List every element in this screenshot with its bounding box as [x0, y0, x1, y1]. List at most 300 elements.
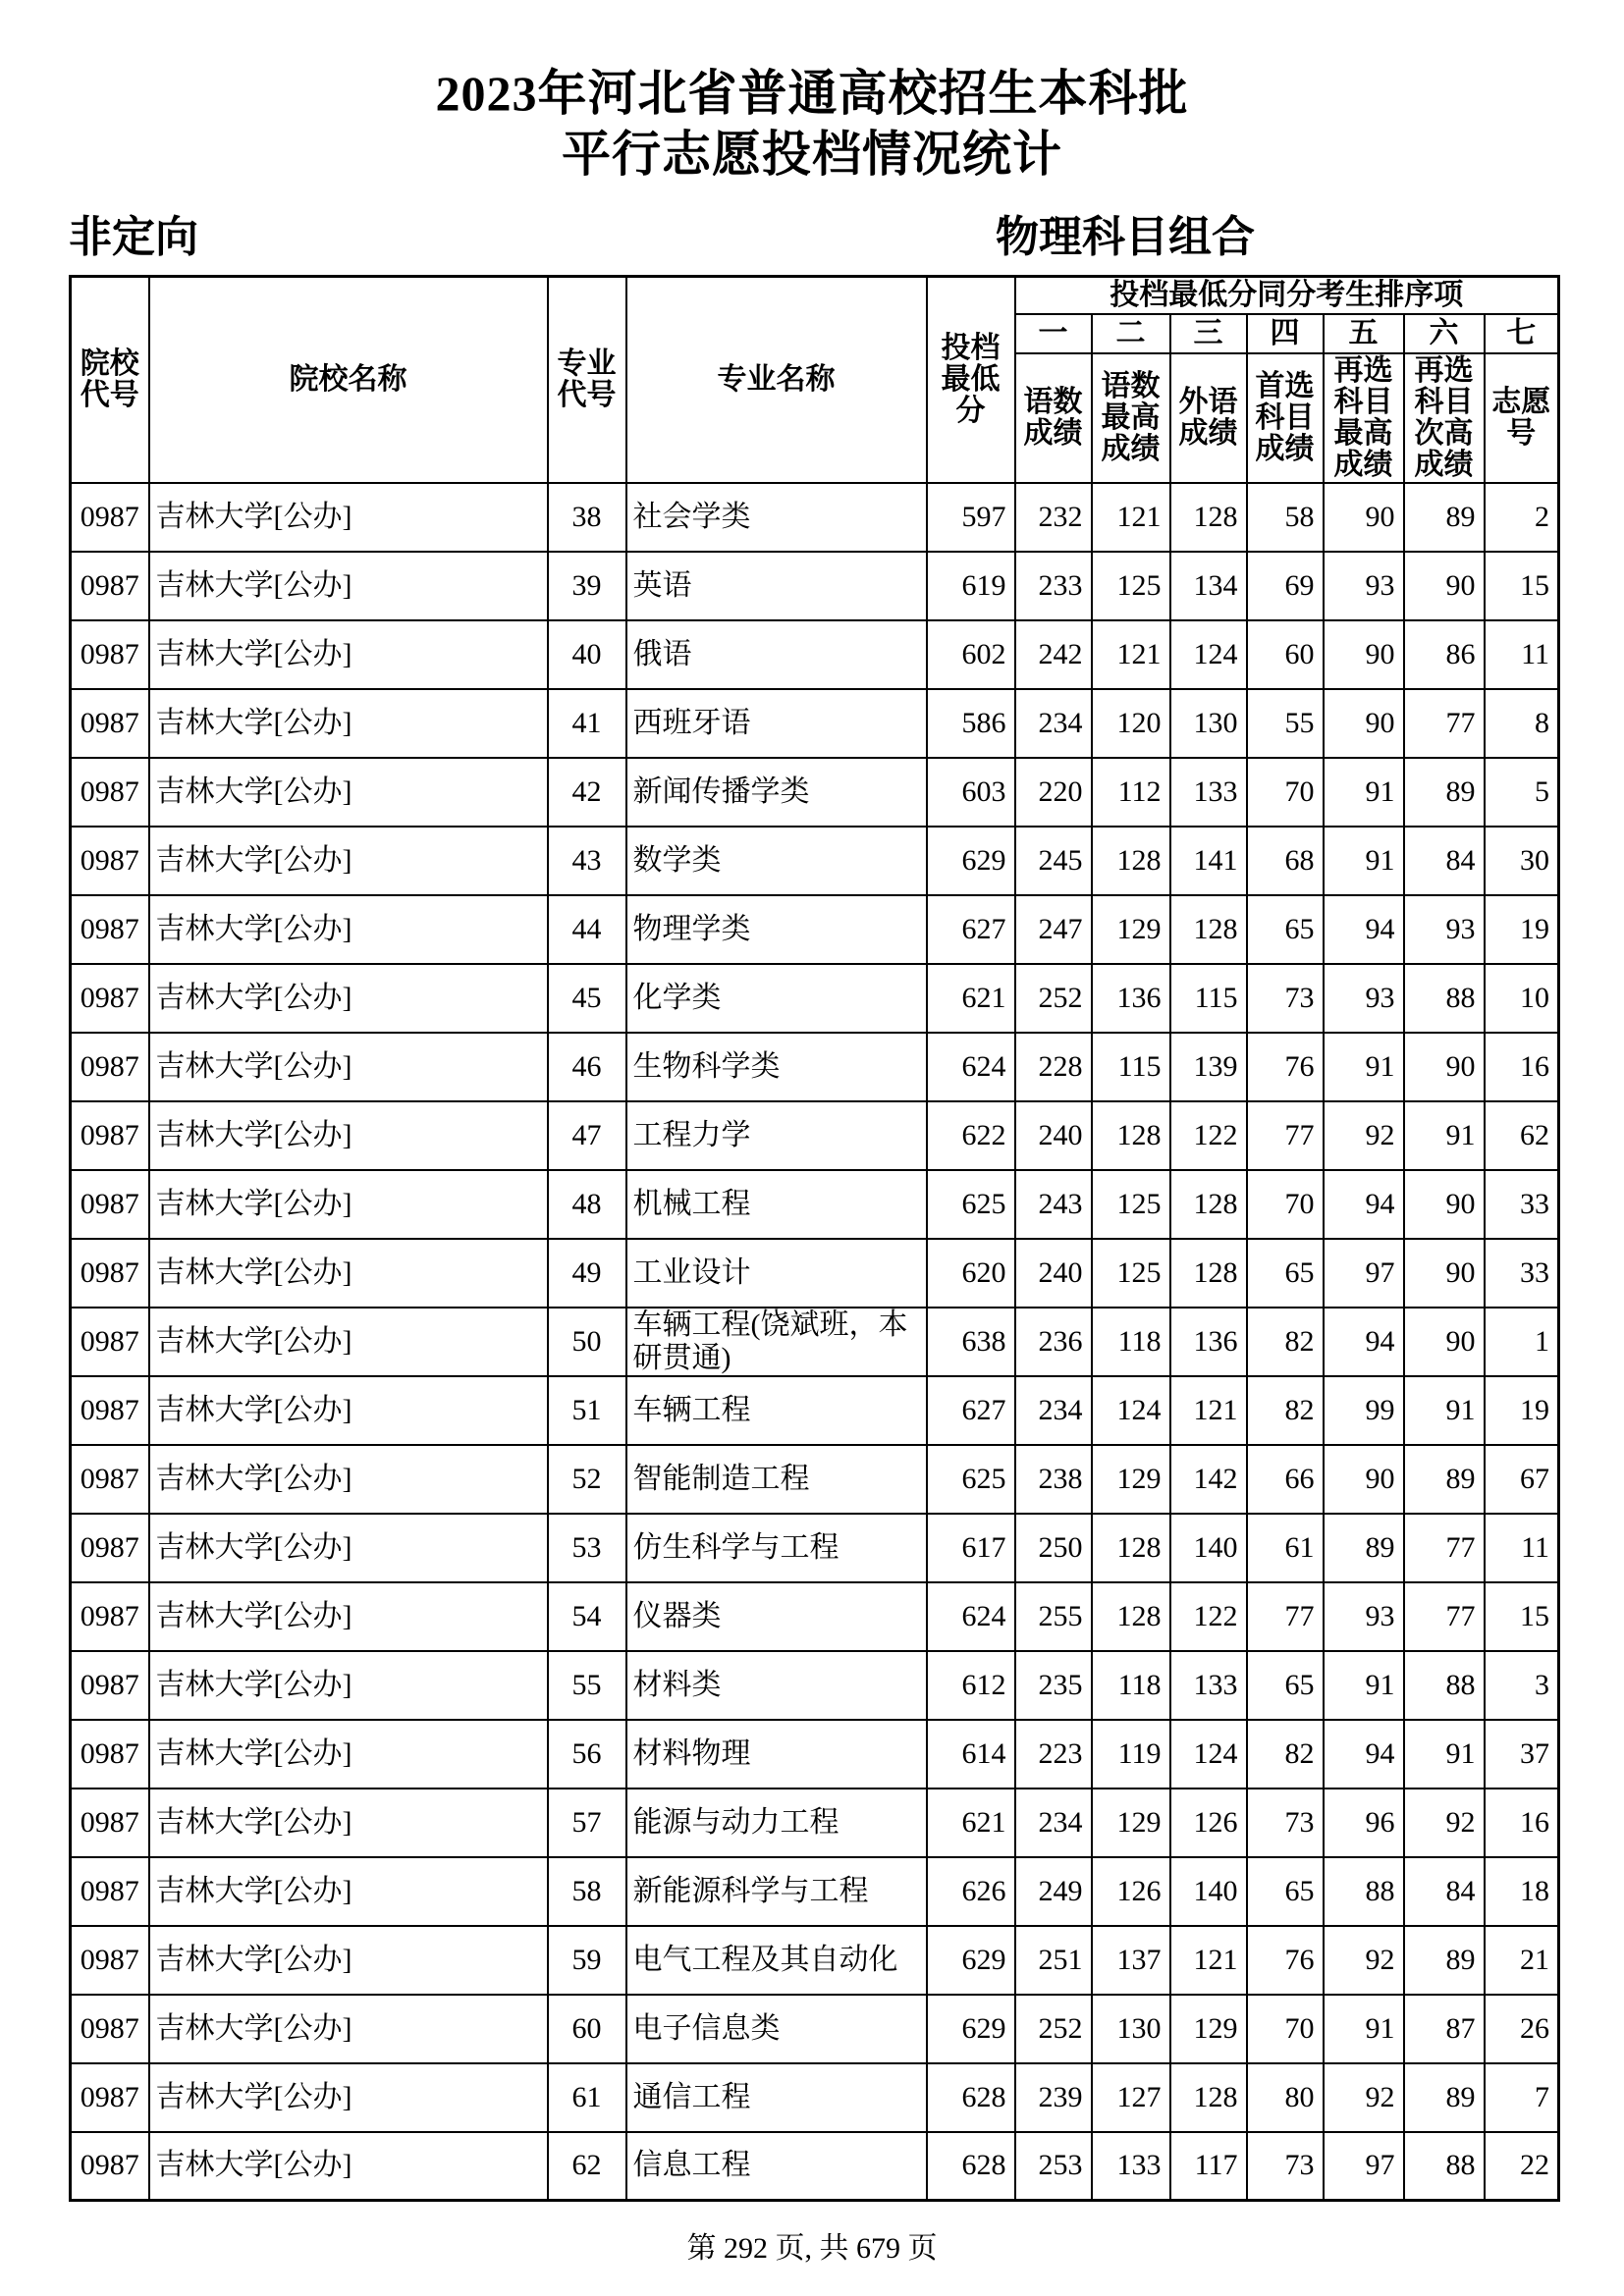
tiebreak-5-cell: 91 — [1324, 1995, 1404, 2063]
tiebreak-1-cell: 240 — [1015, 1101, 1092, 1170]
tiebreak-5-cell: 94 — [1324, 1720, 1404, 1789]
tiebreak-2-cell: 129 — [1092, 1789, 1170, 1857]
min-score-cell: 625 — [927, 1170, 1015, 1239]
min-score-cell: 629 — [927, 1995, 1015, 2063]
tiebreak-2-cell: 125 — [1092, 1239, 1170, 1308]
college-code-cell: 0987 — [71, 1101, 149, 1170]
tiebreak-2-cell: 118 — [1092, 1308, 1170, 1376]
table-row — [71, 1308, 1559, 1376]
major-name-cell: 化学类 — [626, 964, 927, 1033]
tiebreak-4-cell: 65 — [1247, 1651, 1324, 1720]
tiebreak-4-cell: 76 — [1247, 1033, 1324, 1101]
tiebreak-5-cell: 90 — [1324, 483, 1404, 552]
major-code-cell: 52 — [548, 1445, 626, 1514]
major-code-cell: 58 — [548, 1857, 626, 1926]
tiebreak-6-cell: 90 — [1404, 552, 1485, 620]
tiebreak-5-cell: 93 — [1324, 1582, 1404, 1651]
tiebreak-1-cell: 242 — [1015, 620, 1092, 689]
tiebreak-3-cell: 142 — [1170, 1445, 1247, 1514]
tiebreak-1-cell: 249 — [1015, 1857, 1092, 1926]
tiebreak-7-cell: 21 — [1485, 1926, 1559, 1995]
college-name-cell: 吉林大学[公办] — [149, 1308, 548, 1376]
tiebreak-7-cell: 33 — [1485, 1239, 1559, 1308]
tiebreak-5-cell: 94 — [1324, 1170, 1404, 1239]
tiebreak-1-cell: 253 — [1015, 2132, 1092, 2201]
college-code-cell: 0987 — [71, 552, 149, 620]
tiebreak-3-cell: 121 — [1170, 1376, 1247, 1445]
subheader-row — [69, 210, 1557, 265]
major-code-cell: 45 — [548, 964, 626, 1033]
tiebreak-2-cell: 133 — [1092, 2132, 1170, 2201]
tiebreak-1-cell: 252 — [1015, 1995, 1092, 2063]
tiebreak-2-cell: 115 — [1092, 1033, 1170, 1101]
tiebreak-6-cell: 90 — [1404, 1033, 1485, 1101]
tiebreak-1-cell: 220 — [1015, 758, 1092, 827]
tiebreak-4-cell: 61 — [1247, 1514, 1324, 1582]
major-name-cell: 社会学类 — [626, 483, 927, 552]
tiebreak-6-cell: 89 — [1404, 1926, 1485, 1995]
tiebreak-7-cell: 22 — [1485, 2132, 1559, 2201]
tiebreak-2-cell: 121 — [1092, 483, 1170, 552]
tiebreak-6-cell: 84 — [1404, 1857, 1485, 1926]
tiebreak-7-cell: 1 — [1485, 1308, 1559, 1376]
tiebreak-1-cell: 234 — [1015, 1789, 1092, 1857]
tiebreak-1-cell: 232 — [1015, 483, 1092, 552]
college-name-cell: 吉林大学[公办] — [149, 2063, 548, 2132]
min-score-cell: 603 — [927, 758, 1015, 827]
tiebreak-6-cell: 92 — [1404, 1789, 1485, 1857]
tiebreak-5-cell: 96 — [1324, 1789, 1404, 1857]
tiebreak-5-cell: 94 — [1324, 1308, 1404, 1376]
tiebreak-label-1-header: 语数成绩 — [1015, 353, 1092, 483]
college-name-cell: 吉林大学[公办] — [149, 964, 548, 1033]
min-score-header: 投档最低分 — [927, 277, 1015, 483]
tiebreak-7-cell: 62 — [1485, 1101, 1559, 1170]
tiebreak-1-cell: 252 — [1015, 964, 1092, 1033]
document-title-line2: 平行志愿投档情况统计 — [562, 127, 1062, 182]
college-name-cell: 吉林大学[公办] — [149, 1514, 548, 1582]
major-name-cell: 数学类 — [626, 827, 927, 895]
tiebreak-2-cell: 118 — [1092, 1651, 1170, 1720]
college-name-cell: 吉林大学[公办] — [149, 620, 548, 689]
subject-group-label: 物理科目组合 — [996, 213, 1255, 261]
min-score-cell: 628 — [927, 2132, 1015, 2201]
major-name-cell: 车辆工程 — [626, 1376, 927, 1445]
college-code-cell: 0987 — [71, 483, 149, 552]
tiebreak-label-5-header: 再选科目最高成绩 — [1324, 353, 1404, 483]
tiebreak-7-cell: 5 — [1485, 758, 1559, 827]
tiebreak-4-cell: 58 — [1247, 483, 1324, 552]
tiebreak-7-cell: 16 — [1485, 1789, 1559, 1857]
tiebreak-1-cell: 255 — [1015, 1582, 1092, 1651]
college-code-header: 院校代号 — [71, 277, 149, 483]
table-row — [71, 620, 1559, 689]
table-row — [71, 483, 1559, 552]
tiebreak-4-cell: 69 — [1247, 552, 1324, 620]
table-row — [71, 1995, 1559, 2063]
tiebreak-3-cell: 128 — [1170, 1170, 1247, 1239]
tiebreak-4-cell: 82 — [1247, 1376, 1324, 1445]
college-name-cell: 吉林大学[公办] — [149, 1170, 548, 1239]
tiebreak-2-cell: 129 — [1092, 895, 1170, 964]
table-row — [71, 1170, 1559, 1239]
tiebreak-6-cell: 89 — [1404, 1445, 1485, 1514]
min-score-cell: 628 — [927, 2063, 1015, 2132]
tiebreak-2-cell: 125 — [1092, 552, 1170, 620]
tiebreak-label-7-header: 志愿号 — [1485, 353, 1559, 483]
tiebreak-1-cell: 240 — [1015, 1239, 1092, 1308]
major-code-cell: 40 — [548, 620, 626, 689]
tiebreak-4-cell: 70 — [1247, 1995, 1324, 2063]
major-code-cell: 49 — [548, 1239, 626, 1308]
college-name-cell: 吉林大学[公办] — [149, 1376, 548, 1445]
tiebreak-7-cell: 11 — [1485, 1514, 1559, 1582]
tiebreak-5-cell: 97 — [1324, 1239, 1404, 1308]
table-row — [71, 1720, 1559, 1789]
tiebreak-1-cell: 251 — [1015, 1926, 1092, 1995]
major-code-cell: 46 — [548, 1033, 626, 1101]
table-row — [71, 1376, 1559, 1445]
tiebreak-6-cell: 91 — [1404, 1720, 1485, 1789]
college-code-cell: 0987 — [71, 895, 149, 964]
tiebreak-7-cell: 19 — [1485, 895, 1559, 964]
college-code-cell: 0987 — [71, 1720, 149, 1789]
table-header — [71, 277, 1559, 483]
tiebreak-5-cell: 90 — [1324, 1445, 1404, 1514]
tiebreak-3-cell: 133 — [1170, 1651, 1247, 1720]
major-code-cell: 55 — [548, 1651, 626, 1720]
tiebreak-7-cell: 26 — [1485, 1995, 1559, 2063]
min-score-cell: 625 — [927, 1445, 1015, 1514]
college-name-cell: 吉林大学[公办] — [149, 1033, 548, 1101]
min-score-cell: 602 — [927, 620, 1015, 689]
tiebreak-5-cell: 93 — [1324, 964, 1404, 1033]
tiebreak-7-cell: 19 — [1485, 1376, 1559, 1445]
min-score-cell: 597 — [927, 483, 1015, 552]
tiebreak-2-cell: 121 — [1092, 620, 1170, 689]
tiebreak-5-cell: 92 — [1324, 1101, 1404, 1170]
college-code-cell: 0987 — [71, 1445, 149, 1514]
document-title-line1: 2023年河北省普通高校招生本科批 — [435, 66, 1189, 121]
table-row — [71, 2063, 1559, 2132]
major-name-cell: 俄语 — [626, 620, 927, 689]
tiebreak-rank-2-header: 二 — [1092, 314, 1170, 353]
college-code-cell: 0987 — [71, 2132, 149, 2201]
major-code-cell: 47 — [548, 1101, 626, 1170]
tiebreak-label-2-header: 语数最高成绩 — [1092, 353, 1170, 483]
tiebreak-label-3-header: 外语成绩 — [1170, 353, 1247, 483]
tiebreak-2-cell: 126 — [1092, 1857, 1170, 1926]
tiebreak-2-cell: 137 — [1092, 1926, 1170, 1995]
tiebreak-1-cell: 228 — [1015, 1033, 1092, 1101]
admission-statistics-table — [69, 275, 1560, 2202]
tiebreak-6-cell: 90 — [1404, 1239, 1485, 1308]
tiebreak-3-cell: 139 — [1170, 1033, 1247, 1101]
tiebreak-3-cell: 140 — [1170, 1514, 1247, 1582]
table-row — [71, 1789, 1559, 1857]
tiebreak-3-cell: 126 — [1170, 1789, 1247, 1857]
college-code-cell: 0987 — [71, 1651, 149, 1720]
major-name-cell: 新能源科学与工程 — [626, 1857, 927, 1926]
tiebreak-2-cell: 120 — [1092, 689, 1170, 758]
tiebreak-3-cell: 117 — [1170, 2132, 1247, 2201]
tiebreak-6-cell: 90 — [1404, 1170, 1485, 1239]
college-name-cell: 吉林大学[公办] — [149, 552, 548, 620]
table-row — [71, 689, 1559, 758]
major-name-cell: 仿生科学与工程 — [626, 1514, 927, 1582]
page-number-footer: 第 292 页, 共 679 页 — [686, 2232, 938, 2265]
tiebreak-2-cell: 127 — [1092, 2063, 1170, 2132]
tiebreak-2-cell: 128 — [1092, 827, 1170, 895]
tiebreak-1-cell: 235 — [1015, 1651, 1092, 1720]
tiebreak-7-cell: 2 — [1485, 483, 1559, 552]
college-code-cell: 0987 — [71, 1170, 149, 1239]
major-name-cell: 仪器类 — [626, 1582, 927, 1651]
major-code-cell: 51 — [548, 1376, 626, 1445]
tiebreak-5-cell: 99 — [1324, 1376, 1404, 1445]
tiebreak-5-cell: 94 — [1324, 895, 1404, 964]
tiebreak-3-cell: 134 — [1170, 552, 1247, 620]
tiebreak-1-cell: 245 — [1015, 827, 1092, 895]
college-name-cell: 吉林大学[公办] — [149, 1101, 548, 1170]
college-code-cell: 0987 — [71, 964, 149, 1033]
tiebreak-1-cell: 234 — [1015, 1376, 1092, 1445]
college-name-header: 院校名称 — [149, 277, 548, 483]
tiebreak-3-cell: 130 — [1170, 689, 1247, 758]
tiebreak-6-cell: 89 — [1404, 2063, 1485, 2132]
table-row — [71, 827, 1559, 895]
tiebreak-rank-3-header: 三 — [1170, 314, 1247, 353]
college-name-cell: 吉林大学[公办] — [149, 1789, 548, 1857]
college-name-cell: 吉林大学[公办] — [149, 483, 548, 552]
table-row — [71, 1582, 1559, 1651]
tiebreak-4-cell: 77 — [1247, 1582, 1324, 1651]
tiebreak-6-cell: 77 — [1404, 1514, 1485, 1582]
tiebreak-3-cell: 124 — [1170, 620, 1247, 689]
tiebreak-4-cell: 73 — [1247, 1789, 1324, 1857]
major-name-cell: 西班牙语 — [626, 689, 927, 758]
tiebreak-5-cell: 88 — [1324, 1857, 1404, 1926]
min-score-cell: 624 — [927, 1582, 1015, 1651]
tiebreak-7-cell: 67 — [1485, 1445, 1559, 1514]
tiebreak-7-cell: 30 — [1485, 827, 1559, 895]
college-name-cell: 吉林大学[公办] — [149, 689, 548, 758]
tiebreak-5-cell: 91 — [1324, 758, 1404, 827]
major-name-cell: 材料类 — [626, 1651, 927, 1720]
table-row — [71, 895, 1559, 964]
tiebreak-3-cell: 133 — [1170, 758, 1247, 827]
tiebreak-3-cell: 128 — [1170, 2063, 1247, 2132]
major-code-cell: 57 — [548, 1789, 626, 1857]
tiebreak-3-cell: 124 — [1170, 1720, 1247, 1789]
major-name-cell: 机械工程 — [626, 1170, 927, 1239]
tiebreak-6-cell: 88 — [1404, 2132, 1485, 2201]
college-code-cell: 0987 — [71, 1033, 149, 1101]
table-row — [71, 2132, 1559, 2201]
major-name-cell: 英语 — [626, 552, 927, 620]
min-score-cell: 620 — [927, 1239, 1015, 1308]
major-name-header: 专业名称 — [626, 277, 927, 483]
college-code-cell: 0987 — [71, 2063, 149, 2132]
tiebreak-2-cell: 124 — [1092, 1376, 1170, 1445]
tiebreak-7-cell: 15 — [1485, 1582, 1559, 1651]
college-name-cell: 吉林大学[公办] — [149, 1926, 548, 1995]
tiebreak-7-cell: 18 — [1485, 1857, 1559, 1926]
min-score-cell: 586 — [927, 689, 1015, 758]
tiebreak-3-cell: 141 — [1170, 827, 1247, 895]
tiebreak-1-cell: 236 — [1015, 1308, 1092, 1376]
tiebreak-4-cell: 70 — [1247, 1170, 1324, 1239]
tiebreak-4-cell: 73 — [1247, 964, 1324, 1033]
major-code-cell: 43 — [548, 827, 626, 895]
major-code-cell: 56 — [548, 1720, 626, 1789]
major-name-cell: 生物科学类 — [626, 1033, 927, 1101]
college-name-cell: 吉林大学[公办] — [149, 1651, 548, 1720]
tiebreak-4-cell: 68 — [1247, 827, 1324, 895]
major-code-cell: 39 — [548, 552, 626, 620]
table-row — [71, 552, 1559, 620]
min-score-cell: 624 — [927, 1033, 1015, 1101]
tiebreak-label-6-header: 再选科目次高成绩 — [1404, 353, 1485, 483]
major-code-cell: 61 — [548, 2063, 626, 2132]
major-code-cell: 60 — [548, 1995, 626, 2063]
tiebreak-2-cell: 128 — [1092, 1514, 1170, 1582]
tiebreak-6-cell: 88 — [1404, 964, 1485, 1033]
min-score-cell: 627 — [927, 895, 1015, 964]
college-code-cell: 0987 — [71, 1995, 149, 2063]
major-name-cell: 电气工程及其自动化 — [626, 1926, 927, 1995]
college-name-cell: 吉林大学[公办] — [149, 1720, 548, 1789]
min-score-cell: 627 — [927, 1376, 1015, 1445]
major-code-cell: 42 — [548, 758, 626, 827]
college-name-cell: 吉林大学[公办] — [149, 1857, 548, 1926]
college-code-cell: 0987 — [71, 1308, 149, 1376]
tiebreak-2-cell: 125 — [1092, 1170, 1170, 1239]
tiebreak-7-cell: 15 — [1485, 552, 1559, 620]
college-code-cell: 0987 — [71, 1376, 149, 1445]
tiebreak-3-cell: 129 — [1170, 1995, 1247, 2063]
college-name-cell: 吉林大学[公办] — [149, 1995, 548, 2063]
college-name-cell: 吉林大学[公办] — [149, 1582, 548, 1651]
tiebreak-3-cell: 122 — [1170, 1101, 1247, 1170]
min-score-cell: 619 — [927, 552, 1015, 620]
tiebreak-2-cell: 136 — [1092, 964, 1170, 1033]
tiebreak-2-cell: 129 — [1092, 1445, 1170, 1514]
tiebreak-1-cell: 233 — [1015, 552, 1092, 620]
major-name-cell: 信息工程 — [626, 2132, 927, 2201]
tiebreak-6-cell: 93 — [1404, 895, 1485, 964]
tiebreak-5-cell: 90 — [1324, 620, 1404, 689]
major-code-cell: 44 — [548, 895, 626, 964]
tiebreak-group-header: 投档最低分同分考生排序项 — [1015, 277, 1559, 314]
tiebreak-1-cell: 247 — [1015, 895, 1092, 964]
college-code-cell: 0987 — [71, 620, 149, 689]
tiebreak-3-cell: 140 — [1170, 1857, 1247, 1926]
table-body — [71, 483, 1559, 2201]
tiebreak-2-cell: 128 — [1092, 1101, 1170, 1170]
table-row — [71, 1857, 1559, 1926]
tiebreak-7-cell: 3 — [1485, 1651, 1559, 1720]
table-row — [71, 1926, 1559, 1995]
tiebreak-3-cell: 121 — [1170, 1926, 1247, 1995]
tiebreak-4-cell: 82 — [1247, 1720, 1324, 1789]
college-code-cell: 0987 — [71, 1239, 149, 1308]
tiebreak-4-cell: 76 — [1247, 1926, 1324, 1995]
tiebreak-5-cell: 97 — [1324, 2132, 1404, 2201]
tiebreak-6-cell: 77 — [1404, 1582, 1485, 1651]
tiebreak-7-cell: 7 — [1485, 2063, 1559, 2132]
tiebreak-5-cell: 90 — [1324, 689, 1404, 758]
tiebreak-4-cell: 65 — [1247, 1857, 1324, 1926]
major-code-cell: 53 — [548, 1514, 626, 1582]
tiebreak-3-cell: 128 — [1170, 895, 1247, 964]
tiebreak-4-cell: 80 — [1247, 2063, 1324, 2132]
college-code-cell: 0987 — [71, 827, 149, 895]
college-name-cell: 吉林大学[公办] — [149, 827, 548, 895]
table-row — [71, 1651, 1559, 1720]
tiebreak-5-cell: 89 — [1324, 1514, 1404, 1582]
major-name-cell: 新闻传播学类 — [626, 758, 927, 827]
college-name-cell: 吉林大学[公办] — [149, 1445, 548, 1514]
tiebreak-5-cell: 91 — [1324, 1651, 1404, 1720]
tiebreak-7-cell: 10 — [1485, 964, 1559, 1033]
tiebreak-rank-4-header: 四 — [1247, 314, 1324, 353]
tiebreak-5-cell: 92 — [1324, 1926, 1404, 1995]
tiebreak-4-cell: 55 — [1247, 689, 1324, 758]
tiebreak-rank-7-header: 七 — [1485, 314, 1559, 353]
college-code-cell: 0987 — [71, 1857, 149, 1926]
college-name-cell: 吉林大学[公办] — [149, 758, 548, 827]
tiebreak-4-cell: 70 — [1247, 758, 1324, 827]
major-code-cell: 41 — [548, 689, 626, 758]
major-code-header: 专业代号 — [548, 277, 626, 483]
major-code-cell: 38 — [548, 483, 626, 552]
tiebreak-6-cell: 90 — [1404, 1308, 1485, 1376]
table-row — [71, 1514, 1559, 1582]
major-name-cell: 材料物理 — [626, 1720, 927, 1789]
college-code-cell: 0987 — [71, 1514, 149, 1582]
major-name-cell: 车辆工程(饶斌班，本研贯通) — [626, 1308, 927, 1376]
min-score-cell: 638 — [927, 1308, 1015, 1376]
table-row — [71, 1445, 1559, 1514]
table-row — [71, 1239, 1559, 1308]
table-row — [71, 1033, 1559, 1101]
min-score-cell: 622 — [927, 1101, 1015, 1170]
tiebreak-2-cell: 130 — [1092, 1995, 1170, 2063]
tiebreak-3-cell: 115 — [1170, 964, 1247, 1033]
tiebreak-5-cell: 93 — [1324, 552, 1404, 620]
tiebreak-4-cell: 82 — [1247, 1308, 1324, 1376]
tiebreak-6-cell: 86 — [1404, 620, 1485, 689]
tiebreak-3-cell: 136 — [1170, 1308, 1247, 1376]
major-name-cell: 工程力学 — [626, 1101, 927, 1170]
major-name-cell: 电子信息类 — [626, 1995, 927, 2063]
major-code-cell: 50 — [548, 1308, 626, 1376]
major-name-cell: 物理学类 — [626, 895, 927, 964]
tiebreak-1-cell: 243 — [1015, 1170, 1092, 1239]
tiebreak-6-cell: 89 — [1404, 483, 1485, 552]
major-code-cell: 59 — [548, 1926, 626, 1995]
tiebreak-rank-5-header: 五 — [1324, 314, 1404, 353]
tiebreak-3-cell: 128 — [1170, 483, 1247, 552]
major-name-cell: 智能制造工程 — [626, 1445, 927, 1514]
tiebreak-1-cell: 234 — [1015, 689, 1092, 758]
tiebreak-6-cell: 91 — [1404, 1376, 1485, 1445]
tiebreak-4-cell: 65 — [1247, 1239, 1324, 1308]
college-name-cell: 吉林大学[公办] — [149, 1239, 548, 1308]
tiebreak-1-cell: 250 — [1015, 1514, 1092, 1582]
tiebreak-rank-6-header: 六 — [1404, 314, 1485, 353]
